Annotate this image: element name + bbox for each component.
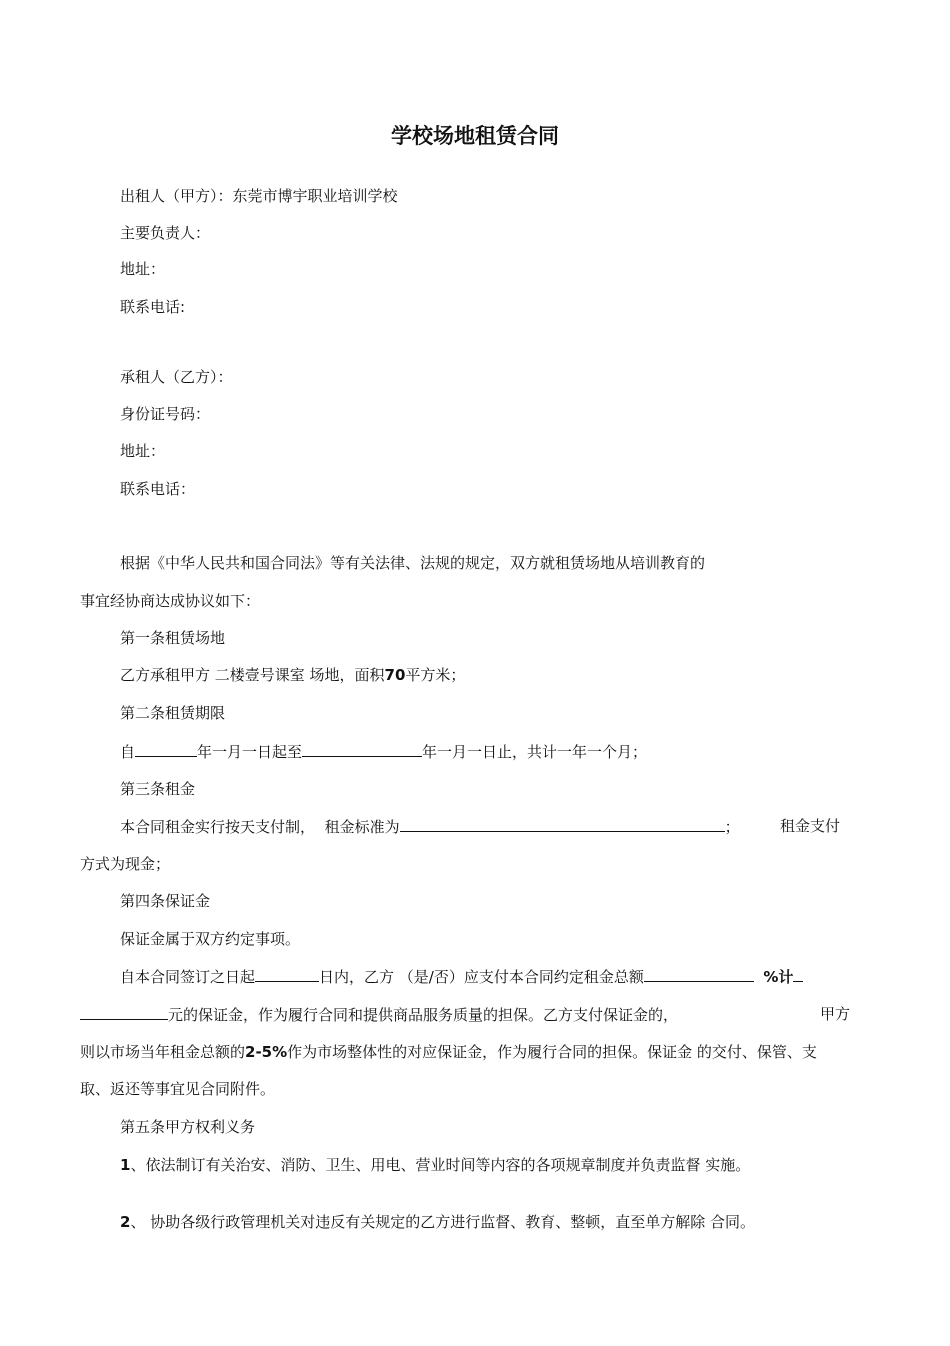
lessor-principal-label: 主要负责人： bbox=[120, 224, 211, 242]
article-3-text-a: 本合同租金实行按天支付制， bbox=[120, 818, 316, 836]
lessee-phone-label: 联系电话： bbox=[120, 480, 196, 498]
lessor-label: 出租人（甲方）： bbox=[120, 187, 233, 205]
article-3-text-b: 租金标准为 bbox=[324, 818, 400, 836]
article-4-line-2 bbox=[80, 1004, 678, 1024]
lessor-line bbox=[120, 186, 398, 206]
lessee-label: 承租人（乙方）： bbox=[120, 368, 233, 386]
article-5-item-2 bbox=[120, 1212, 755, 1232]
article-4-heading: 第四条保证金 bbox=[120, 892, 211, 910]
intro-line-1: 根据《中华人民共和国合同法》等有关法律、法规的规定，双方就租赁场地从培训教育的 bbox=[120, 554, 706, 572]
article-3-heading: 第三条租金 bbox=[120, 780, 196, 798]
article-3-text-d: 租金支付 bbox=[780, 817, 841, 835]
article-4-line-3-a: 则以市场当年租金总额的 bbox=[80, 1043, 246, 1061]
lessor-address-label: 地址： bbox=[120, 260, 166, 278]
start-year-blank[interactable] bbox=[135, 741, 197, 757]
article-2-heading: 第二条租赁期限 bbox=[120, 704, 226, 722]
article-3-text bbox=[120, 816, 740, 836]
lessee-address-label: 地址： bbox=[120, 442, 166, 460]
percent-trailing-blank[interactable] bbox=[793, 966, 803, 982]
article-4-line-1 bbox=[120, 966, 803, 986]
article-5-item-2-text: 、 协助各级行政管理机关对违反有关规定的乙方进行监督、教育、整顿，直至单方解除 合同。 bbox=[130, 1213, 755, 1231]
lessor-name: 东莞市博宇职业培训学校 bbox=[232, 187, 398, 205]
lessor-phone-label: 联系电话: bbox=[120, 298, 186, 316]
lessee-id-label: 身份证号码： bbox=[120, 405, 211, 423]
article-5-item-2-number: 2 bbox=[120, 1213, 131, 1231]
days-blank[interactable] bbox=[255, 966, 319, 982]
article-4-line-2-b: 甲方 bbox=[820, 1005, 851, 1023]
article-4-line-4: 取、返还等事宜见合同附件。 bbox=[80, 1080, 276, 1098]
article-5-item-1-text: 、依法制订有关治安、消防、卫生、用电、营业时间等内容的各项规章制度并负责监督 实施。 bbox=[130, 1156, 751, 1174]
rent-total-blank[interactable] bbox=[644, 966, 754, 982]
article-4-line-3-c: 作为市场整体性的对应保证金，作为履行合同的担保。保证金 的交付、保管、支 bbox=[287, 1043, 817, 1061]
article-1-heading: 第一条租赁场地 bbox=[120, 629, 226, 647]
article-2-text-c: 年一月一日止，共计一年一个月； bbox=[422, 743, 648, 761]
article-3-text-e: 方式为现金； bbox=[80, 855, 171, 873]
deposit-amount-blank[interactable] bbox=[80, 1004, 168, 1020]
article-4-line-2-a: 元的保证金，作为履行合同和提供商品服务质量的担保。乙方支付保证金的， bbox=[168, 1006, 679, 1024]
document-title: 学校场地租赁合同 bbox=[391, 124, 559, 148]
article-4-line-3 bbox=[80, 1042, 817, 1062]
article-4-percent-range: 2-5% bbox=[245, 1043, 288, 1061]
article-2-text-b: 年一月一日起至 bbox=[197, 743, 303, 761]
article-2-text bbox=[120, 741, 647, 761]
article-2-text-a: 自 bbox=[120, 743, 136, 761]
article-1-area: 70 bbox=[384, 666, 406, 684]
article-4-line-1-b: 日内，乙方 （是/否）应支付本合同约定租金总额 bbox=[319, 968, 644, 986]
article-1-text-b: 平方米； bbox=[405, 666, 466, 684]
article-5-item-1-number: 1 bbox=[120, 1156, 131, 1174]
article-1-text-a: 乙方承租甲方 二楼壹号课室 场地，面积 bbox=[120, 666, 385, 684]
article-4-line-1-c: %计 bbox=[763, 968, 794, 986]
article-5-heading: 第五条甲方权利义务 bbox=[120, 1118, 256, 1136]
rent-standard-blank[interactable] bbox=[400, 816, 725, 832]
article-4-p1: 保证金属于双方约定事项。 bbox=[120, 930, 301, 948]
intro-line-2: 事宜经协商达成协议如下： bbox=[80, 592, 261, 610]
article-3-text-c: ； bbox=[724, 818, 740, 836]
article-4-line-1-a: 自本合同签订之日起 bbox=[120, 968, 256, 986]
article-5-item-1 bbox=[120, 1155, 750, 1175]
end-year-blank[interactable] bbox=[302, 741, 422, 757]
article-1-text bbox=[120, 665, 465, 685]
